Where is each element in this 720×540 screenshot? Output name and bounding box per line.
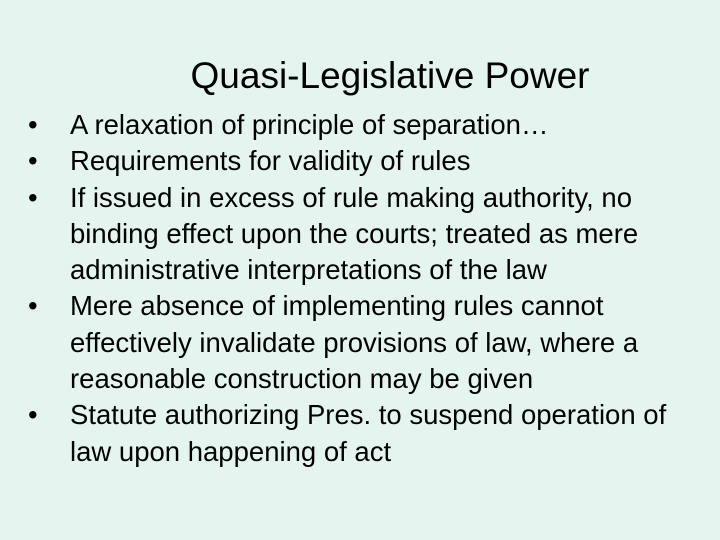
bullet-item (28, 288, 708, 397)
bullet-icon: • (28, 399, 38, 431)
bullet-text: Statute authorizing Pres. to suspend operation of law upon happening of act (70, 399, 667, 467)
bullet-item (28, 397, 708, 470)
bullet-icon: • (28, 181, 38, 213)
bullet-item (28, 107, 708, 143)
slide-title: Quasi-Legislative Power (190, 55, 590, 96)
bullet-text: A relaxation of principle of separation… (70, 109, 549, 140)
bullet-text: If issued in excess of rule making authority, no binding effect upon the courts; treated as mere administrative interpretations of the law (70, 181, 639, 286)
bullet-item (28, 143, 708, 179)
bullet-text: Requirements for validity of rules (70, 145, 471, 177)
bullet-list (28, 107, 708, 470)
bullet-icon: • (28, 290, 38, 322)
bullet-icon: • (28, 109, 38, 140)
bullet-item (28, 180, 708, 289)
bullet-icon: • (28, 145, 38, 177)
bullet-text: Mere absence of implementing rules cannot effectively invalidate provisions of law, where a reasonable construction may be given (70, 290, 639, 395)
